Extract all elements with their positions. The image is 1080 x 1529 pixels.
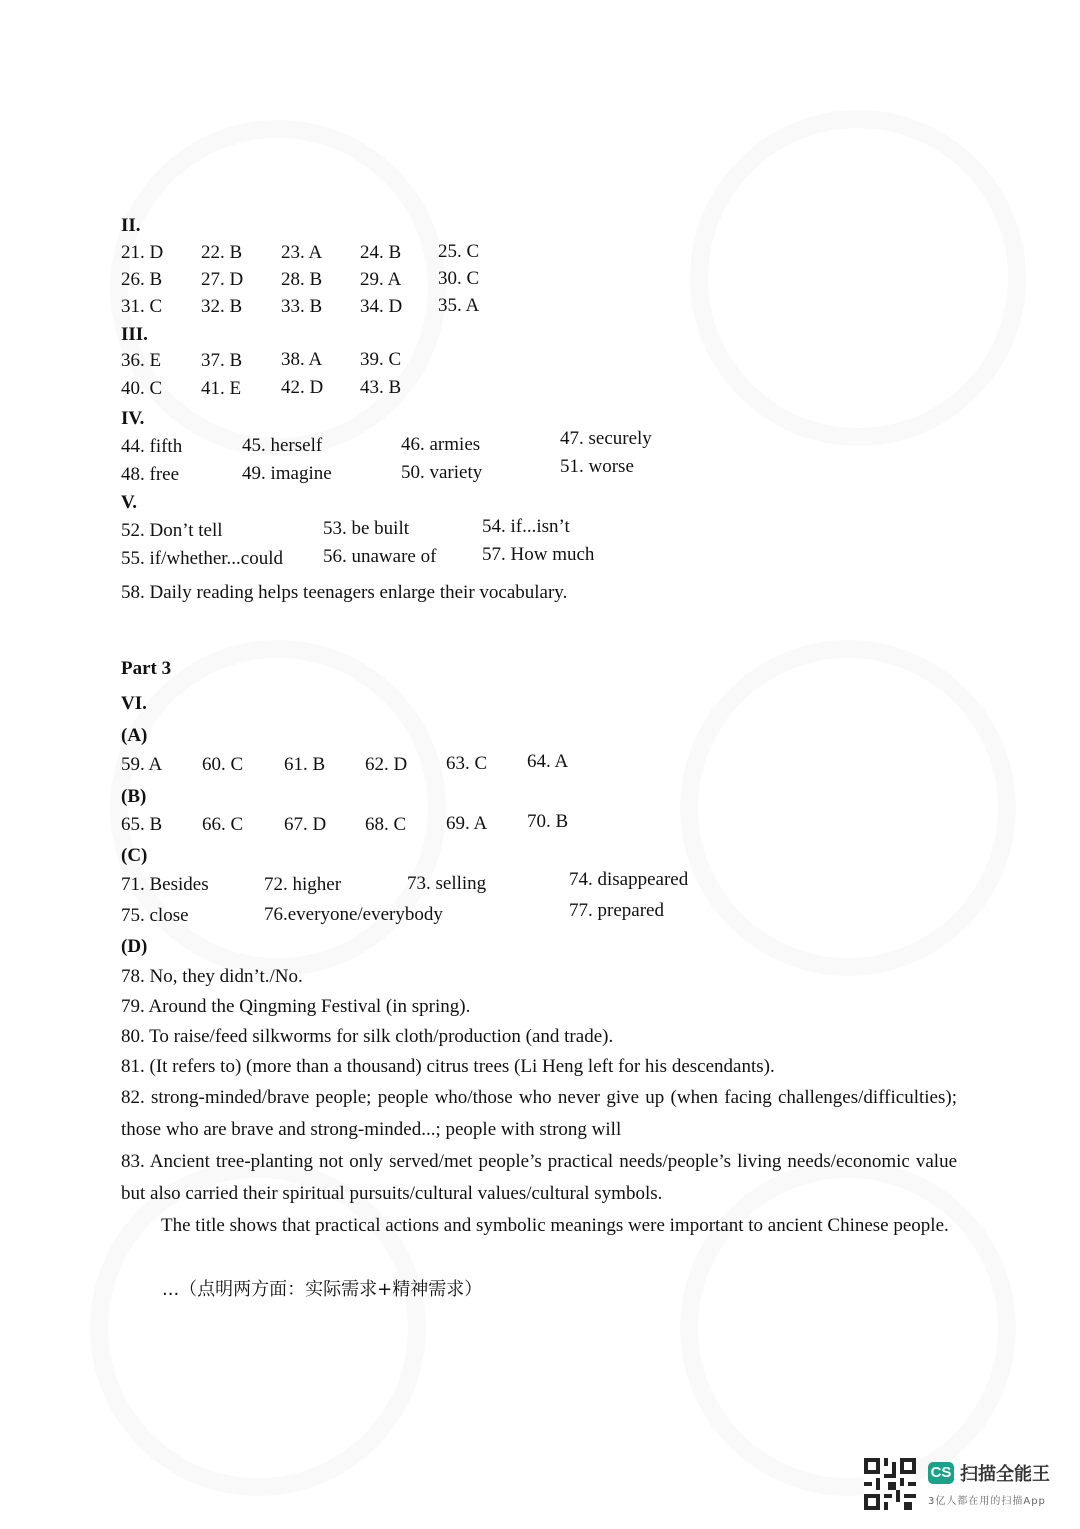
- answer: 74. disappeared: [569, 869, 689, 890]
- answer: 24. B: [360, 242, 402, 263]
- answer: 43. B: [360, 377, 402, 398]
- answer: 47. securely: [560, 428, 652, 449]
- answer: 57. How much: [482, 544, 595, 565]
- answer: 68. C: [365, 814, 407, 835]
- answer: 82. strong-minded/brave people; people who/those who never give up (when facing challenges/difficulties); those who are brave and strong-minded...; people with strong will: [121, 1087, 957, 1140]
- answer: 59. A: [121, 754, 163, 775]
- answer: 38. A: [281, 349, 323, 370]
- answer: 62. D: [365, 754, 408, 775]
- answer: 35. A: [438, 295, 480, 316]
- answer: 34. D: [360, 296, 403, 317]
- answer: 32. B: [201, 296, 243, 317]
- answer: 46. armies: [401, 434, 481, 455]
- answer: 73. selling: [407, 873, 487, 894]
- app-name: 扫描全能王: [960, 1464, 1050, 1485]
- answer: 21. D: [121, 242, 164, 263]
- answer: 81. (It refers to) (more than a thousand) citrus trees (Li Heng left for his descendants).: [121, 1056, 775, 1077]
- answer: 30. C: [438, 268, 480, 289]
- answer: 60. C: [202, 754, 244, 775]
- section-heading-V: V.: [121, 492, 138, 513]
- answer: 64. A: [527, 751, 569, 772]
- answer: 58. Daily reading helps teenagers enlarge their vocabulary.: [121, 582, 568, 603]
- answer: 83. Ancient tree-planting not only served/met people’s practical needs/people’s living needs/economic value but also carried their spiritual pursuits/cultural values/cultural symbols.: [121, 1151, 957, 1204]
- section-heading-VI: VI.: [121, 693, 147, 714]
- answer: 63. C: [446, 753, 488, 774]
- answer: 56. unaware of: [323, 546, 437, 567]
- answer: 66. C: [202, 814, 244, 835]
- answer: 49. imagine: [242, 463, 332, 484]
- answer: 77. prepared: [569, 900, 664, 921]
- answer: 65. B: [121, 814, 163, 835]
- subsection-label-A: (A): [121, 725, 148, 746]
- answer: 36. E: [121, 350, 162, 371]
- answer: 25. C: [438, 241, 480, 262]
- subsection-label-D: (D): [121, 936, 148, 957]
- watermark: [680, 640, 1016, 976]
- app-tagline: 3亿人都在用的扫描App: [928, 1496, 1046, 1507]
- answer: 50. variety: [401, 462, 483, 483]
- answer: 55. if/whether...could: [121, 548, 283, 569]
- answer: 72. higher: [264, 874, 342, 895]
- answer: 44. fifth: [121, 436, 183, 457]
- answer: 79. Around the Qingming Festival (in spring).: [121, 996, 471, 1017]
- answer: 45. herself: [242, 435, 323, 456]
- answer: 48. free: [121, 464, 180, 485]
- watermark: [690, 110, 1026, 446]
- subsection-label-C: (C): [121, 845, 148, 866]
- answer: 23. A: [281, 242, 323, 263]
- answer: 39. C: [360, 349, 402, 370]
- answer: 71. Besides: [121, 874, 209, 895]
- answer: 75. close: [121, 905, 189, 926]
- answer: 26. B: [121, 269, 163, 290]
- answer: 27. D: [201, 269, 244, 290]
- answer: 52. Don’t tell: [121, 520, 223, 541]
- answer: 67. D: [284, 814, 327, 835]
- answer: 53. be built: [323, 518, 410, 539]
- section-heading-II: II.: [121, 215, 141, 236]
- section-heading-III: III.: [121, 324, 148, 345]
- answer: 69. A: [446, 813, 488, 834]
- answer: 54. if...isn’t: [482, 516, 570, 537]
- answer: 29. A: [360, 269, 402, 290]
- answer: 33. B: [281, 296, 323, 317]
- answer: 51. worse: [560, 456, 634, 477]
- subsection-label-B: (B): [121, 786, 147, 807]
- answer: 70. B: [527, 811, 569, 832]
- answer: 80. To raise/feed silkworms for silk cloth/production (and trade).: [121, 1026, 614, 1047]
- answer: 42. D: [281, 377, 324, 398]
- answer: 41. E: [201, 378, 242, 399]
- answer: 61. B: [284, 754, 326, 775]
- answer: 28. B: [281, 269, 323, 290]
- part-title: Part 3: [121, 658, 172, 679]
- answer: 76.everyone/everybody: [264, 904, 443, 925]
- answer: 31. C: [121, 296, 163, 317]
- answer: 40. C: [121, 378, 163, 399]
- answer: 78. No, they didn’t./No.: [121, 966, 303, 987]
- section-heading-IV: IV.: [121, 408, 145, 429]
- answer: 22. B: [201, 242, 243, 263]
- qr-code-icon: [864, 1458, 916, 1510]
- note-paragraph: The title shows that practical actions and symbolic meanings were important to ancient Chinese people.: [161, 1215, 949, 1236]
- chinese-note: ...（点明两方面：实际需求+精神需求）: [162, 1279, 483, 1300]
- answer: 37. B: [201, 350, 243, 371]
- camscanner-logo: CS: [928, 1462, 954, 1484]
